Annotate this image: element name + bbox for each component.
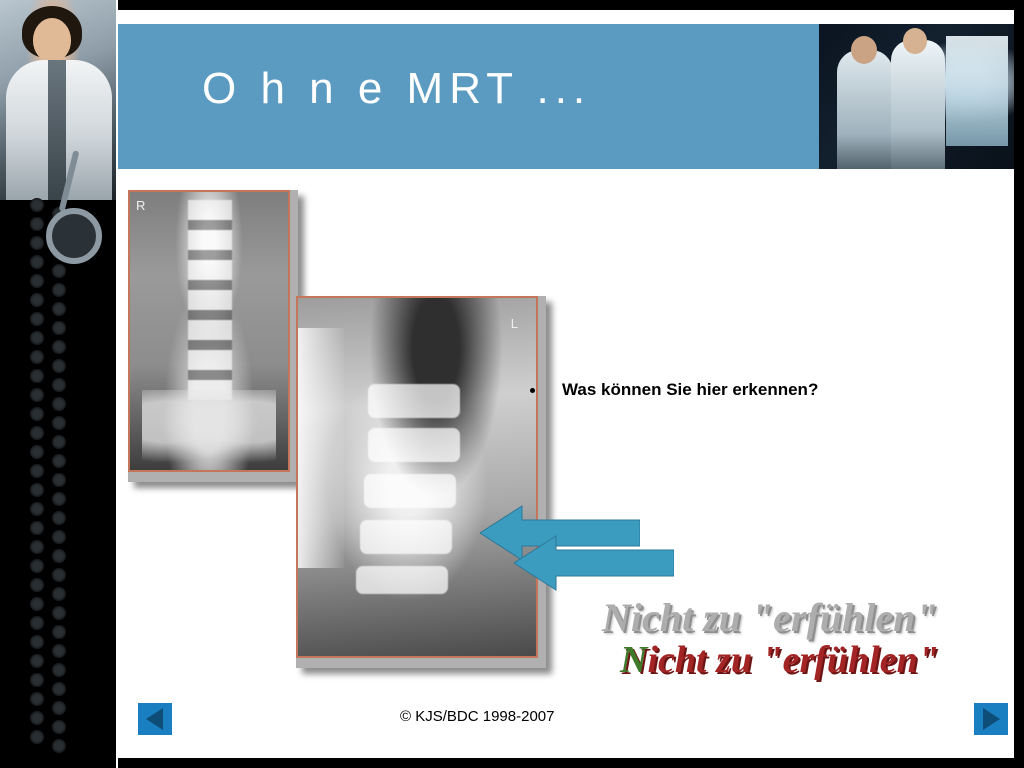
stethoscope-icon (26, 150, 110, 280)
decorative-dot (30, 521, 44, 535)
header-photo (819, 24, 1014, 169)
decorative-dot (52, 302, 66, 316)
decorative-dot (52, 720, 66, 734)
xray-ap-pelvis (142, 390, 276, 470)
decorative-dot (30, 293, 44, 307)
decorative-dot (52, 397, 66, 411)
xray-lateral-vertebra (368, 428, 460, 462)
previous-slide-button[interactable] (138, 703, 172, 735)
decorative-dot (30, 426, 44, 440)
xray-image-ap (128, 190, 298, 482)
decorative-dot (52, 739, 66, 753)
stethoscope-tube (59, 150, 80, 212)
decorative-dot (52, 530, 66, 544)
bullet-text: Was können Sie hier erkennen? (562, 380, 819, 399)
decorative-dot (52, 473, 66, 487)
decorative-dot (30, 540, 44, 554)
decorative-dot (52, 454, 66, 468)
header-photo-doctor-2-head (903, 28, 927, 54)
decorative-dot (52, 511, 66, 525)
decorative-dot (52, 606, 66, 620)
decorative-dot (52, 549, 66, 563)
decorative-dot (30, 483, 44, 497)
copyright-text: © KJS/BDC 1998-2007 (400, 708, 555, 725)
xray-lateral-vertebra (360, 520, 452, 554)
decorative-dot (52, 321, 66, 335)
decorative-dot (30, 692, 44, 706)
decorative-dot (30, 730, 44, 744)
decorative-dot (52, 416, 66, 430)
decorative-dot (30, 616, 44, 630)
xray-ap-inner (128, 190, 290, 472)
decorative-dot (52, 359, 66, 373)
bullet-point-icon (530, 388, 535, 393)
decorative-dot (30, 312, 44, 326)
header-photo-lightbox (946, 36, 1008, 146)
decorative-dot (52, 701, 66, 715)
wordart-red-rest: icht zu "erfühlen" (647, 639, 939, 681)
header-photo-doctor-1 (837, 50, 893, 169)
xray-ap-spine (188, 200, 232, 400)
header-photo-doctor-2 (891, 40, 945, 169)
next-slide-button[interactable] (974, 703, 1008, 735)
decorative-dot (52, 682, 66, 696)
decorative-dot (52, 340, 66, 354)
dot-pattern (30, 198, 82, 758)
decorative-dot (30, 578, 44, 592)
decorative-dot (30, 464, 44, 478)
decorative-dot (30, 673, 44, 687)
decorative-dot (52, 492, 66, 506)
xray-lateral-soft-tissue (298, 328, 344, 568)
decorative-dot (52, 644, 66, 658)
page-title: O h n e MRT ... (202, 64, 592, 113)
decorative-dot (52, 587, 66, 601)
wordart-grey-text: Nicht zu "erfühlen" (602, 595, 938, 640)
decorative-dot (30, 635, 44, 649)
slide-canvas (118, 10, 1014, 758)
decorative-dot (30, 331, 44, 345)
decorative-dot (30, 407, 44, 421)
decorative-dot (52, 568, 66, 582)
xray-lateral-vertebra (364, 474, 456, 508)
decorative-dot (30, 597, 44, 611)
decorative-side-panel (0, 0, 118, 768)
decorative-dot (52, 283, 66, 297)
decorative-dot (30, 350, 44, 364)
xray-image-lateral (296, 296, 546, 668)
decorative-dot (52, 663, 66, 677)
stethoscope-chestpiece (46, 208, 102, 264)
xray-lateral-side-marker: L (510, 316, 518, 331)
decorative-dot (30, 502, 44, 516)
decorative-dot (30, 711, 44, 725)
decorative-dot (52, 378, 66, 392)
xray-ap-side-marker: R (136, 198, 146, 213)
decorative-dot (30, 388, 44, 402)
xray-lateral-vertebra (368, 384, 460, 418)
decorative-dot (30, 654, 44, 668)
wordart-red-initial: N (620, 639, 648, 681)
xray-lateral-inner (296, 296, 538, 658)
wordart-red-text (620, 638, 939, 682)
decorative-dot (52, 435, 66, 449)
xray-lateral-vertebra (356, 566, 448, 594)
header-photo-doctor-1-head (851, 36, 877, 64)
photo-face (33, 18, 71, 62)
decorative-dot (52, 625, 66, 639)
decorative-dot (30, 369, 44, 383)
decorative-dot (30, 559, 44, 573)
decorative-dot (30, 445, 44, 459)
